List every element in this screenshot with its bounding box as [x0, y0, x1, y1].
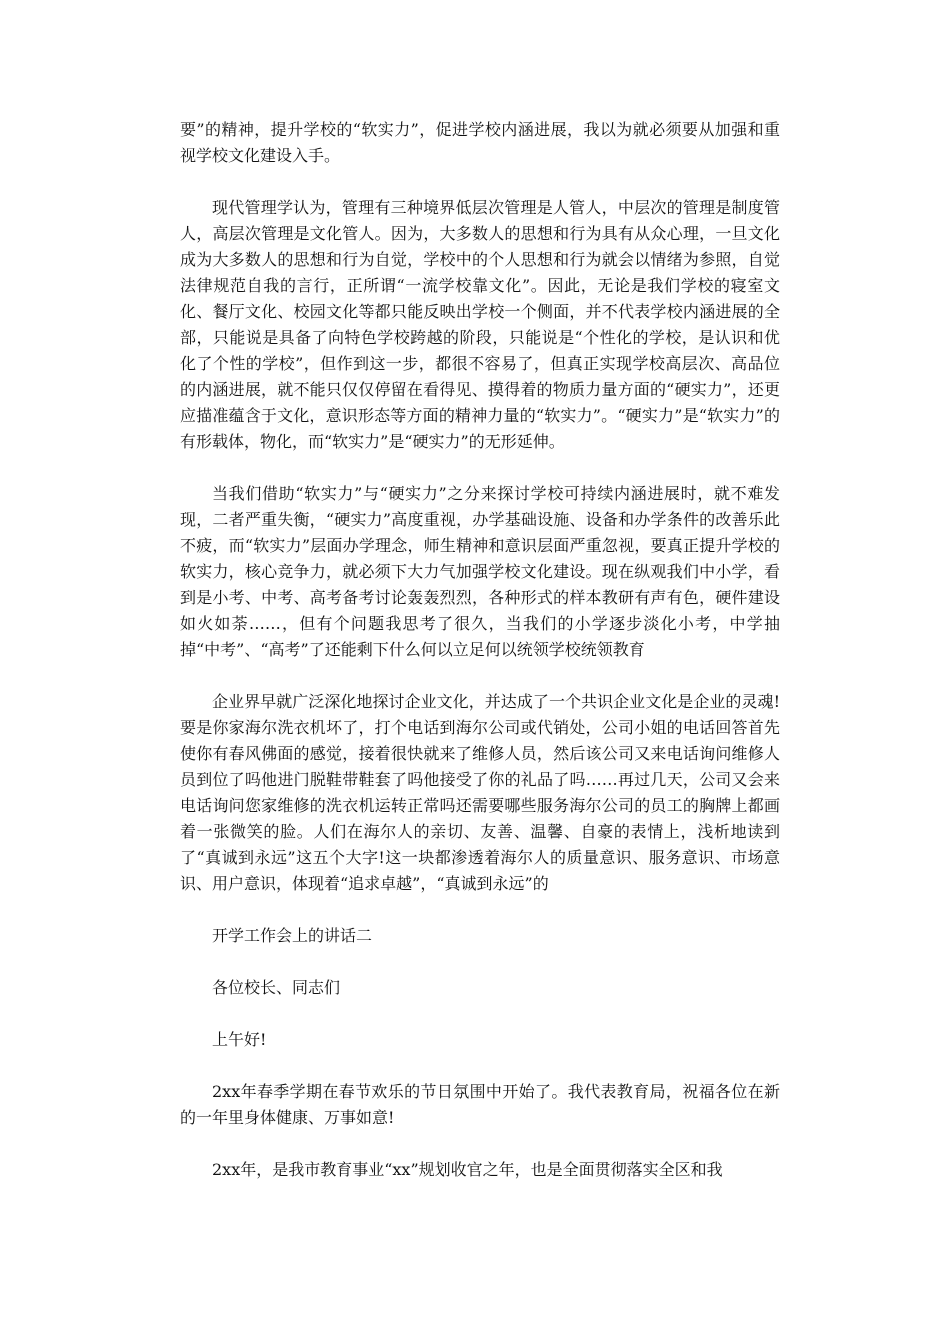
paragraph-management-theory: 现代管理学认为，管理有三种境界低层次管理是人管人，中层次的管理是制度管人，高层次管理是文化管人。因为，大多数人的思想和行为具有从众心理，一旦文化成为大多数人的思想和行为自觉，学校中的个人思想和行为就会以情绪为参照，自觉法律规范自我的言行，正所谓“一流学校靠文化”。因此，无论是我们学校的寝室文化、餐厅文化、校园文化等都只能反映出学校一个侧面，并不代表学校内涵进展的全部，只能说是具备了向特色学校跨越的阶段，只能说是“个性化的学校，是认识和优化了个性的学校”，但作到这一步，都很不容易了，但真正实现学校高层次、高品位的内涵进展，就不能只仅仅停留在看得见、摸得着的物质力量方面的“硬实力”，还更应描准蕴含于文化，意识形态等方面的精神力量的“软实力”。“硬实力”是“软实力”的有形载体，物化，而“软实力”是“硬实力”的无形延伸。 [180, 198, 780, 451]
document-body [180, 117, 780, 1183]
paragraph-new-semester: 2xx年春季学期在春节欢乐的节日氛围中开始了。我代表教育局，祝福各位在新的一年里身体健康、万事如意! [180, 1082, 780, 1127]
paragraph-soft-hard-power: 当我们借助“软实力”与“硬实力”之分来探讨学校可持续内涵进展时，就不难发现，二者严重失衡，“硬实力”高度重视，办学基础设施、设备和办学条件的改善乐此不疲，而“软实力”层面办学理念，师生精神和意识层面严重忽视，要真正提升学校的软实力，核心竞争力，就必须下大力气加强学校文化建设。现在纵观我们中小学，看到是小考、中考、高考备考讨论轰轰烈烈，各种形式的样本教研有声有色，硬件建设如火如荼……，但有个问题我思考了很久，当我们的小学逐步淡化小考，中学抽掉“中考”、“高考”了还能剩下什么何以立足何以统领学校统领教育 [180, 484, 780, 659]
section-title: 开学工作会上的讲话二 [212, 926, 373, 945]
paragraph-enterprise-culture: 企业界早就广泛深化地探讨企业文化，并达成了一个共识企业文化是企业的灵魂!要是你家海尔洗衣机坏了，打个电话到海尔公司或代销处，公司小姐的电话回答首先使你有春风佛面的感觉，接着很快就来了维修人员，然后该公司又来电话询问维修人员到位了吗他进门脱鞋带鞋套了吗他接受了你的礼品了吗……再过几天，公司又会来电话询问您家维修的洗衣机运转正常吗还需要哪些服务海尔公司的员工的胸牌上都画着一张微笑的脸。人们在海尔人的亲切、友善、温馨、自豪的表情上，浅析地读到了“真诚到永远”这五个大字!这一块都渗透着海尔人的质量意识、服务意识、市场意识、用户意识，体现着“追求卓越”，“真诚到永远”的 [180, 692, 780, 893]
salutation: 各位校长、同志们 [212, 978, 341, 997]
paragraph-plan-year: 2xx年，是我市教育事业“xx”规划收官之年，也是全面贯彻落实全区和我 [212, 1160, 723, 1179]
paragraph-continuation: 要”的精神，提升学校的“软实力”，促进学校内涵进展，我以为就必须要从加强和重视学校文化建设入手。 [180, 120, 780, 165]
greeting: 上午好! [212, 1030, 267, 1049]
